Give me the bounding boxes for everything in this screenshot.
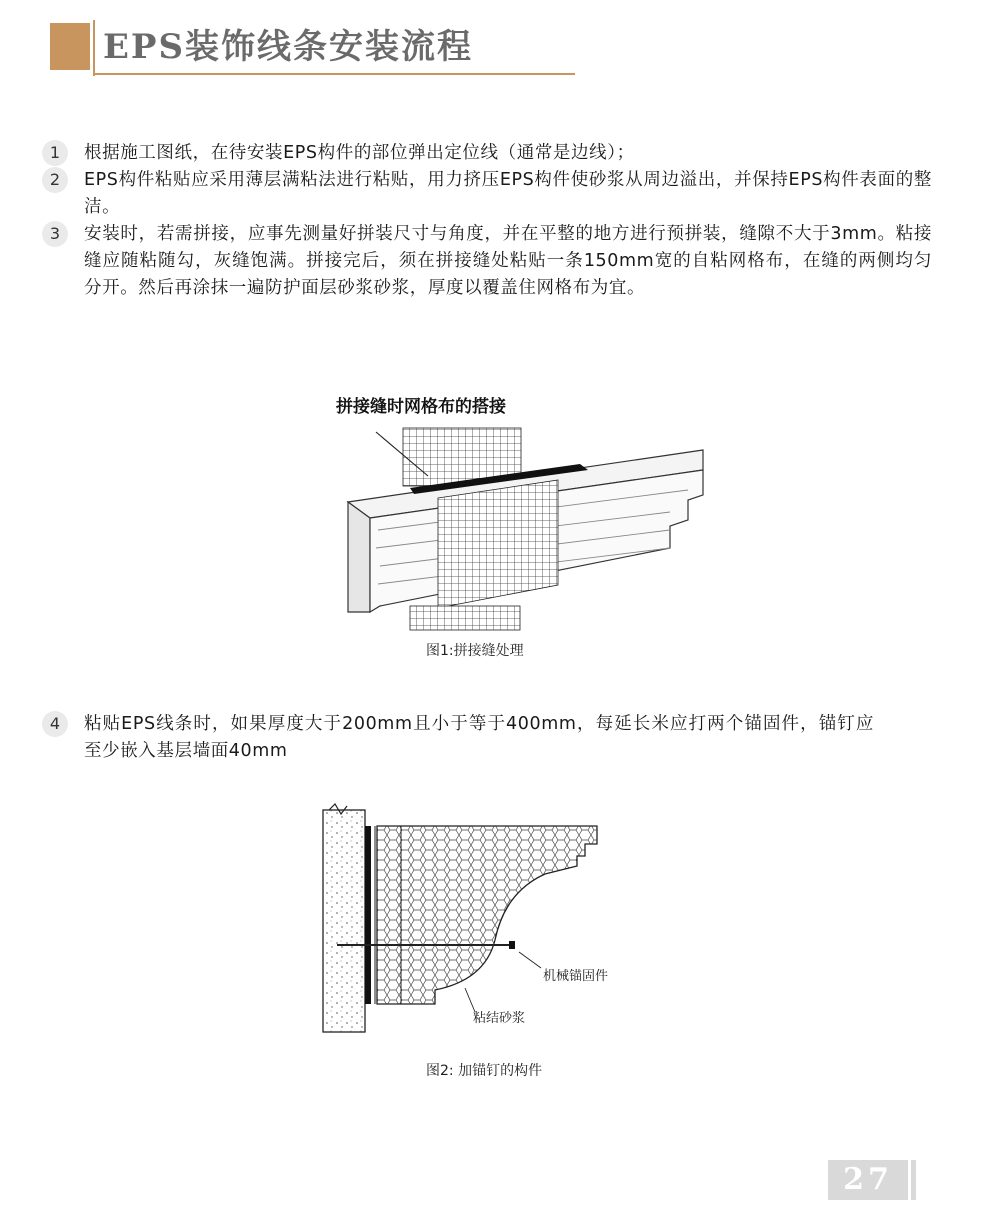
header-divider-vertical bbox=[93, 20, 95, 76]
list-item bbox=[42, 140, 942, 168]
step-text: 根据施工图纸，在待安装EPS构件的部位弹出定位线（通常是边线）； bbox=[84, 143, 635, 163]
step-text: 安装时，若需拼接，应事先测量好拼装尺寸与角度，并在平整的地方进行预拼装，缝隙不大于3mm。粘接缝应随粘随勾，灰缝饱满。拼接完后，须在拼接缝处粘贴一条150mm宽的自粘网格布，在缝的两侧均匀分开。然后再涂抹一遍防护面层砂浆砂浆，厚度以覆盖住网格布为宜。 bbox=[84, 224, 932, 298]
base-wall bbox=[323, 810, 365, 1032]
figure-2-anchored-molding-section bbox=[315, 800, 645, 1040]
page-title: EPS装饰线条安装流程 bbox=[103, 27, 474, 67]
anchor-label: 机械锚固件 bbox=[543, 969, 609, 984]
figure-1-label: 拼接缝时网格布的搭接 bbox=[336, 397, 506, 417]
page-number: 27 bbox=[828, 1160, 908, 1200]
list-item bbox=[42, 221, 942, 331]
figure-1-seam-mesh-illustration bbox=[318, 380, 718, 632]
header-divider-horizontal bbox=[95, 73, 575, 75]
molding-side bbox=[348, 502, 370, 612]
step-number: 3 bbox=[42, 221, 68, 247]
mortar-layer bbox=[365, 826, 371, 1004]
figure-2-caption: 图2: 加锚钉的构件 bbox=[426, 1063, 543, 1079]
step-number: 4 bbox=[42, 711, 68, 737]
anchor-head bbox=[509, 941, 515, 949]
page-number-bar bbox=[911, 1160, 916, 1200]
header-accent-block bbox=[50, 23, 90, 70]
figure-1-caption: 图1:拼接缝处理 bbox=[426, 643, 524, 659]
list-item bbox=[42, 167, 942, 223]
mesh-strip-bottom bbox=[410, 606, 520, 630]
step-number: 2 bbox=[42, 167, 68, 193]
mortar-leader bbox=[465, 988, 475, 1012]
list-item bbox=[42, 711, 942, 767]
step-text: 粘贴EPS线条时，如果厚度大于200mm且小于等于400mm，每延长米应打两个锚固件，锚钉应至少嵌入基层墙面40mm bbox=[84, 714, 874, 761]
mortar-label: 粘结砂浆 bbox=[473, 1011, 526, 1026]
step-text: EPS构件粘贴应采用薄层满粘法进行粘贴，用力挤压EPS构件使砂浆从周边溢出，并保持EPS构件表面的整洁。 bbox=[84, 170, 932, 217]
anchor-leader bbox=[519, 952, 541, 968]
mesh-strip-front bbox=[438, 480, 558, 608]
step-number: 1 bbox=[42, 140, 68, 166]
